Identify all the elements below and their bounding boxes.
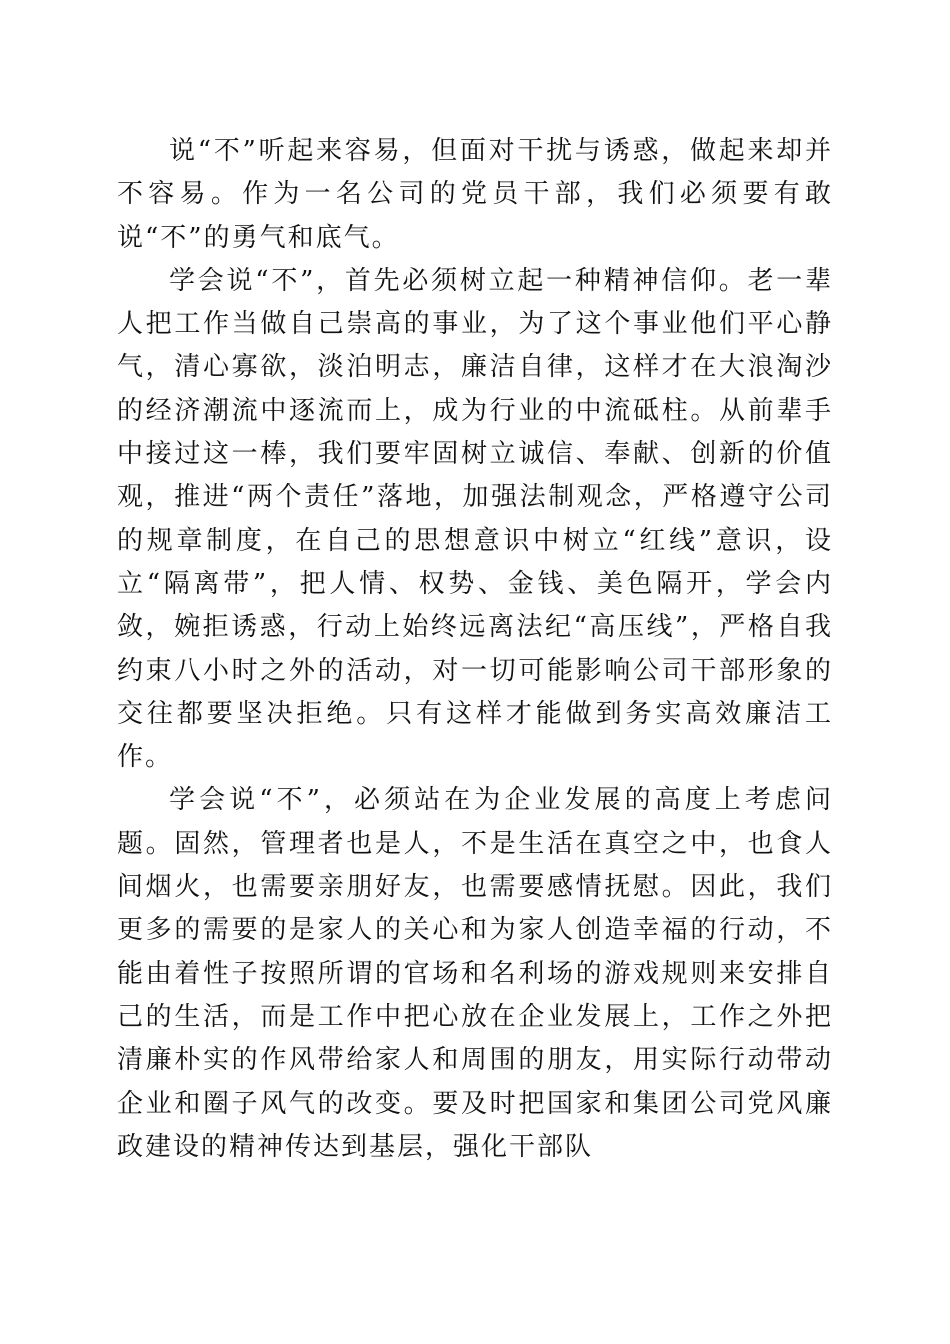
paragraph-3: 学会说“不”，必须站在为企业发展的高度上考虑问题。固然，管理者也是人，不是生活在真空之中，也食人间烟火，也需要亲朋好友，也需要感情抚慰。因此，我们更多的需要的是家人的关心和为家人创造幸福的行动，不能由着性子按照所谓的官场和名利场的游戏规则来安排自己的生活，而是工作中把心放在企业发展上，工作之外把清廉朴实的作风带给家人和周围的朋友，用实际行动带动企业和圈子风气的改变。要及时把国家和集团公司党风廉政建设的精神传达到基层，强化干部队 bbox=[117, 785, 833, 1162]
paragraph-1: 说“不”听起来容易，但面对干扰与诱惑，做起来却并不容易。作为一名公司的党员干部，我们必须要有敢说“不”的勇气和底气。 bbox=[117, 136, 833, 253]
document-body bbox=[117, 130, 833, 1169]
paragraph-2: 学会说“不”，首先必须树立起一种精神信仰。老一辈人把工作当做自己崇高的事业，为了这个事业他们平心静气，清心寡欲，淡泊明志，廉洁自律，这样才在大浪淘沙的经济潮流中逐流而上，成为行业的中流砥柱。从前辈手中接过这一棒，我们要牢固树立诚信、奉献、创新的价值观，推进“两个责任”落地，加强法制观念，严格遵守公司的规章制度，在自己的思想意识中树立“红线”意识，设立“隔离带”，把人情、权势、金钱、美色隔开，学会内敛，婉拒诱惑，行动上始终远离法纪“高压线”，严格自我约束八小时之外的活动，对一切可能影响公司干部形象的交往都要坚决拒绝。只有这样才能做到务实高效廉洁工作。 bbox=[117, 265, 833, 773]
